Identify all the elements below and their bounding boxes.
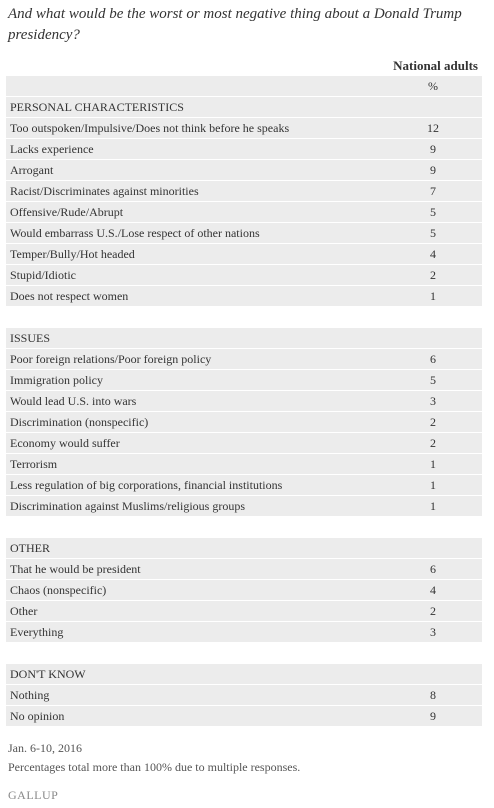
row-label: No opinion — [10, 709, 65, 723]
gallup-logo: GALLUP — [8, 788, 59, 802]
table-row — [6, 433, 482, 454]
row-value: 1 — [430, 499, 436, 513]
section-heading: DON'T KNOW — [10, 667, 86, 681]
table-row — [6, 370, 482, 391]
column-header: National adults — [393, 58, 478, 73]
table-row — [6, 160, 482, 181]
table-row — [6, 622, 482, 643]
question-title: And what would be the worst or most negative thing about a Donald Trump presidency? — [8, 6, 462, 43]
table-row — [6, 391, 482, 412]
row-value: 2 — [430, 604, 436, 618]
row-value: 7 — [430, 184, 436, 198]
table-row — [6, 244, 482, 265]
row-label: Racist/Discriminates against minorities — [10, 184, 199, 198]
section-spacer — [6, 517, 482, 538]
section-heading: ISSUES — [10, 331, 51, 345]
row-label: Poor foreign relations/Poor foreign policy — [10, 352, 212, 366]
row-value: 9 — [430, 709, 436, 723]
row-value: 4 — [430, 583, 436, 597]
row-value: 12 — [427, 121, 439, 135]
row-label: Discrimination against Muslims/religious groups — [10, 499, 245, 513]
table-row — [6, 349, 482, 370]
row-value: 3 — [430, 394, 436, 408]
footnotes — [8, 739, 300, 777]
row-value: 1 — [430, 457, 436, 471]
section-spacer — [6, 307, 482, 328]
row-value: 2 — [430, 436, 436, 450]
table-row — [6, 496, 482, 517]
section-heading-row — [6, 538, 482, 559]
row-value: 3 — [430, 625, 436, 639]
table-row — [6, 454, 482, 475]
section-heading-row — [6, 328, 482, 349]
row-value: 4 — [430, 247, 436, 261]
row-value: 6 — [430, 352, 436, 366]
row-label: Temper/Bully/Hot headed — [10, 247, 135, 261]
row-label: Too outspoken/Impulsive/Does not think before he speaks — [10, 121, 290, 135]
row-value: 2 — [430, 415, 436, 429]
row-label: Less regulation of big corporations, financial institutions — [10, 478, 283, 492]
row-label: Nothing — [10, 688, 50, 702]
table-row — [6, 139, 482, 160]
row-label: Everything — [10, 625, 64, 639]
survey-date: Jan. 6-10, 2016 — [8, 741, 82, 755]
table-row — [6, 181, 482, 202]
section-heading: OTHER — [10, 541, 50, 555]
percent-symbol: % — [428, 79, 438, 93]
row-value: 5 — [430, 205, 436, 219]
row-label: Lacks experience — [10, 142, 94, 156]
table-row — [6, 475, 482, 496]
row-value: 6 — [430, 562, 436, 576]
row-label: Would lead U.S. into wars — [10, 394, 137, 408]
percent-header-row — [6, 76, 482, 97]
row-label: Chaos (nonspecific) — [10, 583, 107, 597]
table-row — [6, 118, 482, 139]
row-label: Terrorism — [10, 457, 58, 471]
table-row — [6, 265, 482, 286]
table-row — [6, 706, 482, 727]
table-row — [6, 559, 482, 580]
footnote-text: Percentages total more than 100% due to multiple responses. — [8, 760, 301, 774]
row-label: That he would be president — [10, 562, 141, 576]
row-label: Offensive/Rude/Abrupt — [10, 205, 124, 219]
row-value: 1 — [430, 289, 436, 303]
section-spacer — [6, 643, 482, 664]
row-value: 9 — [430, 142, 436, 156]
row-label: Stupid/Idiotic — [10, 268, 76, 282]
row-label: Discrimination (nonspecific) — [10, 415, 149, 429]
row-label: Would embarrass U.S./Lose respect of other nations — [10, 226, 260, 240]
table-row — [6, 286, 482, 307]
row-value: 8 — [430, 688, 436, 702]
row-value: 1 — [430, 478, 436, 492]
row-label: Economy would suffer — [10, 436, 120, 450]
section-heading: PERSONAL CHARACTERISTICS — [10, 100, 184, 114]
table-row — [6, 412, 482, 433]
section-heading-row — [6, 664, 482, 685]
row-value: 5 — [430, 226, 436, 240]
table-row — [6, 202, 482, 223]
results-table — [6, 76, 482, 727]
row-label: Immigration policy — [10, 373, 103, 387]
row-value: 2 — [430, 268, 436, 282]
row-value: 5 — [430, 373, 436, 387]
section-heading-row — [6, 97, 482, 118]
row-value: 9 — [430, 163, 436, 177]
table-row — [6, 685, 482, 706]
table-row — [6, 601, 482, 622]
row-label: Does not respect women — [10, 289, 129, 303]
table-row — [6, 223, 482, 244]
row-label: Other — [10, 604, 38, 618]
table-row — [6, 580, 482, 601]
row-label: Arrogant — [10, 163, 54, 177]
